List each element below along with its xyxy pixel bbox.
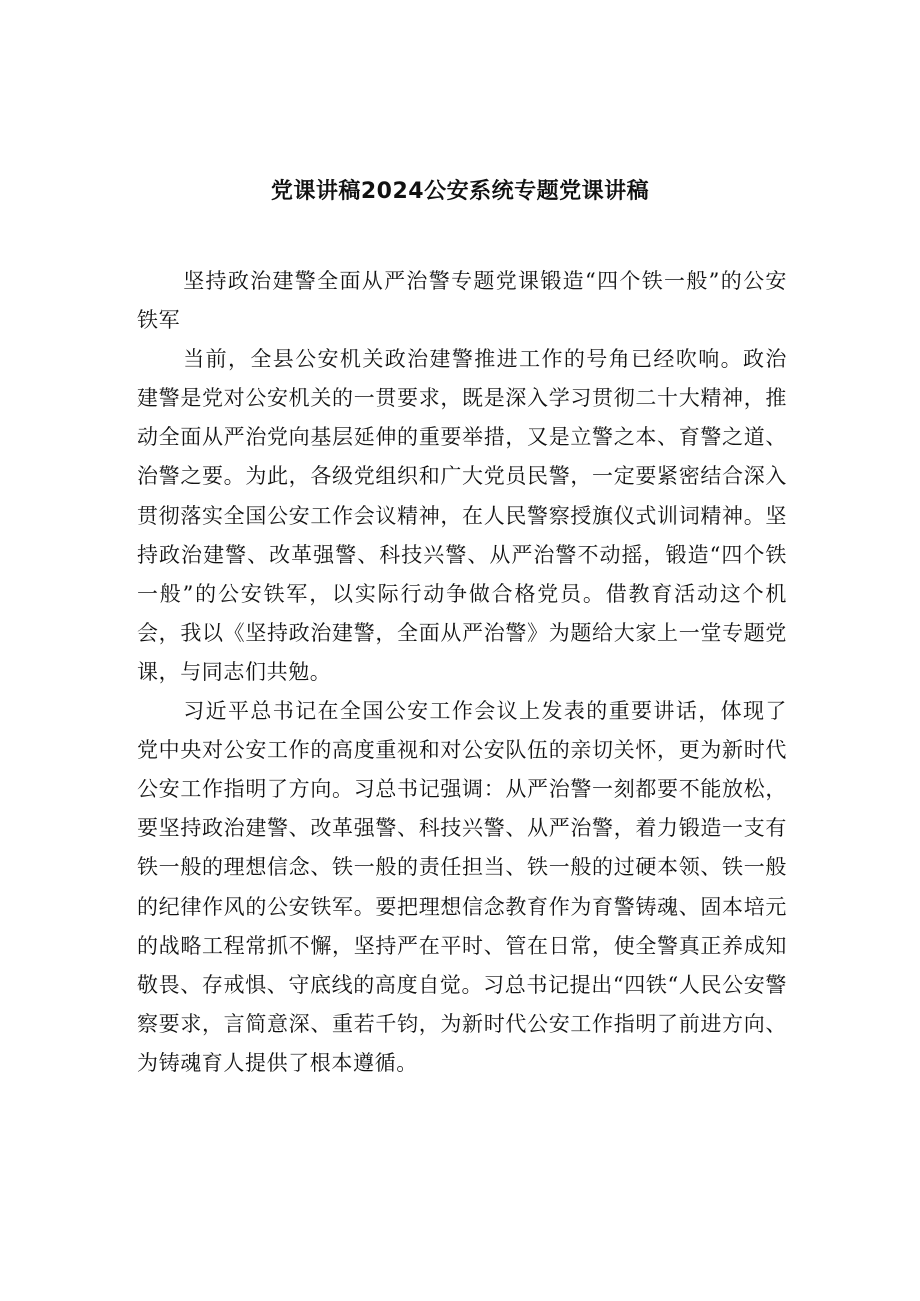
document-title: 党课讲稿2024公安系统专题党课讲稿 — [270, 179, 650, 204]
body-paragraph: 习近平总书记在全国公安工作会议上发表的重要讲话，体现了党中央对公安工作的高度重视和对公安队伍的亲切关怀，更为新时代公安工作指明了方向。习总书记强调：从严治警一刻都要不能放松，要坚持政治建警、改革强警、科技兴警、从严治警，着力锻造一支有铁一般的理想信念、铁一般的责任担当、铁一般的过硬本领、铁一般的纪律作风的公安铁军。要把理想信念教育作为育警铸魂、固本培元的战略工程常抓不懈，坚持严在平时、管在日常，使全警真正养成知敬畏、存戒惧、守底线的高度自觉。习总书记提出“四铁“人民公安警察要求，言简意深、重若千钧，为新时代公安工作指明了前进方向、为铸魂育人提供了根本遵循。 — [137, 699, 787, 1075]
body-paragraph: 当前，全县公安机关政治建警推进工作的号角已经吹响。政治建警是党对公安机关的一贯要求，既是深入学习贯彻二十大精神，推动全面从严治党向基层延伸的重要举措，又是立警之本、育警之道、治警之要。为此，各级党组织和广大党员民警，一定要紧密结合深入贯彻落实全国公安工作会议精神，在人民警察授旗仪式训词精神。坚持政治建警、改革强警、科技兴警、从严治警不动摇，锻造“四个铁一般”的公安铁军，以实际行动争做合格党员。借教育活动这个机会，我以《坚持政治建警，全面从严治警》为题给大家上一堂专题党课，与同志们共勉。 — [137, 347, 787, 684]
document-body — [137, 262, 787, 1083]
subtitle-paragraph: 坚持政治建警全面从严治警专题党课锻造“四个铁一般”的公安铁军 — [137, 269, 787, 333]
